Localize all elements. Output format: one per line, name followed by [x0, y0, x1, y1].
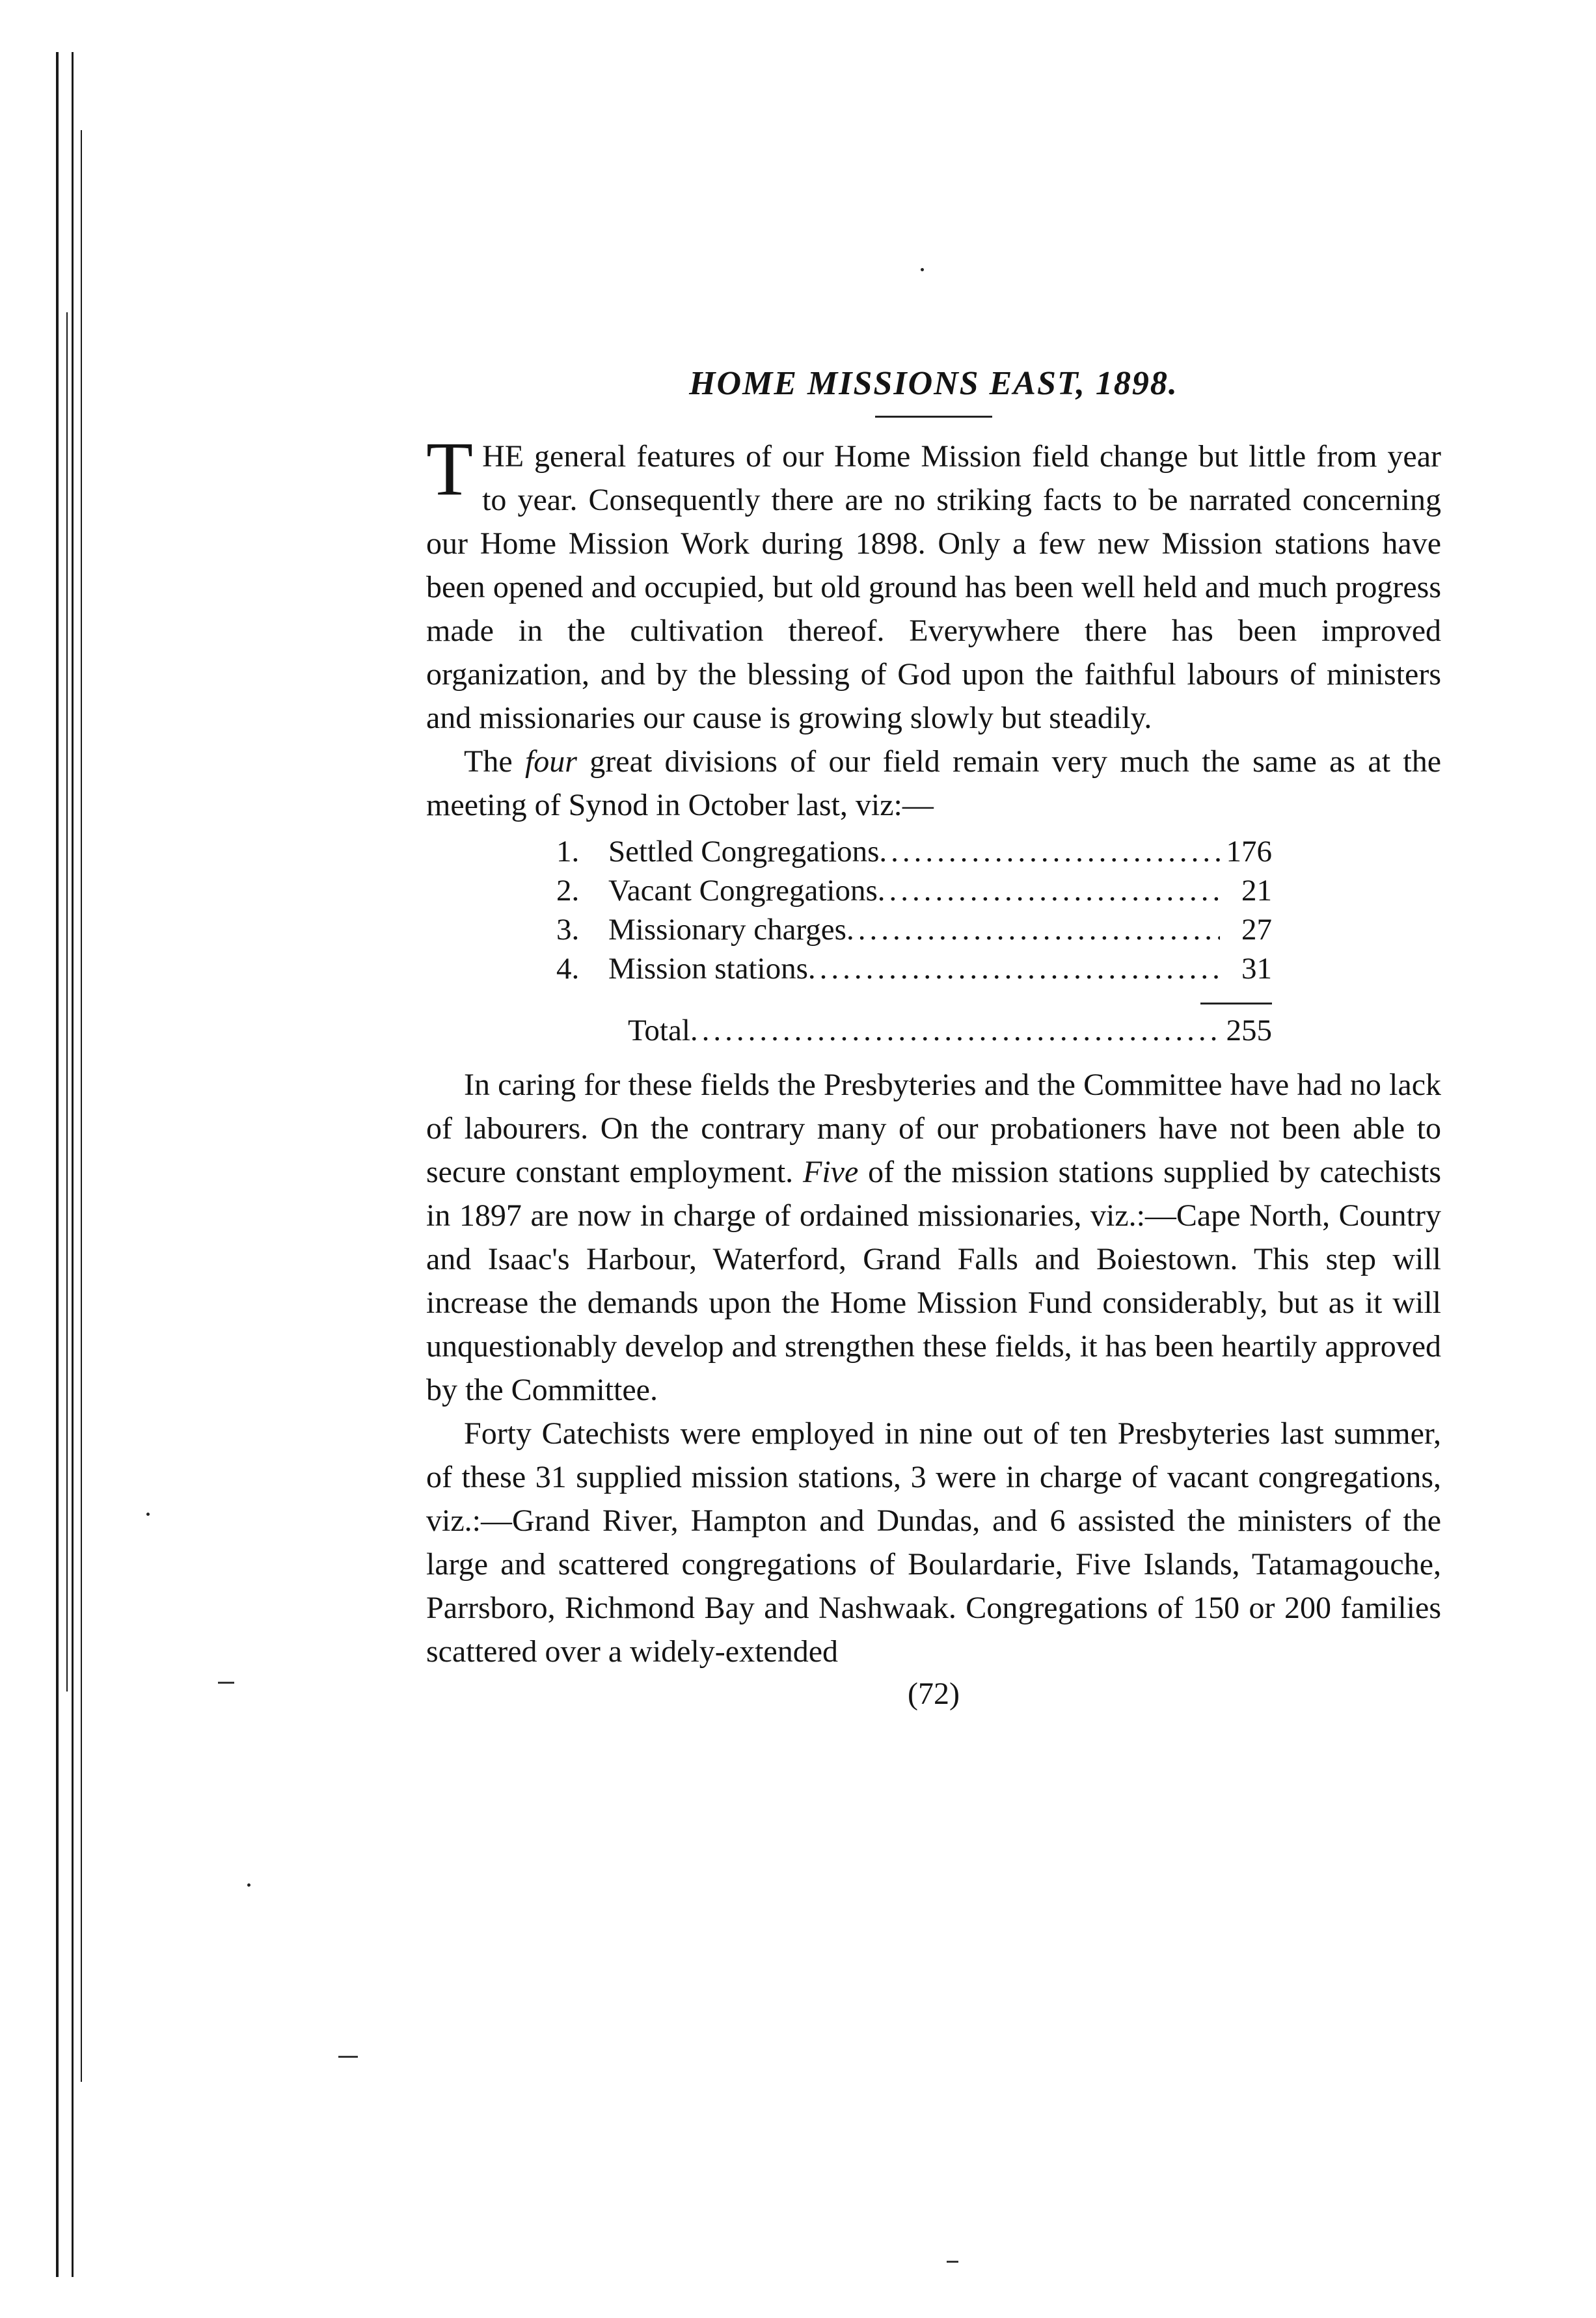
paragraph-divisions: [426, 740, 1441, 827]
division-number: 2.: [556, 874, 580, 908]
scan-speck: [921, 268, 924, 271]
drop-cap: T: [426, 426, 474, 511]
scan-speck: [247, 1883, 250, 1887]
page-number: (72): [908, 1677, 960, 1711]
dot-leader: [690, 1011, 1220, 1050]
list-item: [556, 832, 1272, 871]
division-value: 31: [1241, 952, 1272, 986]
paragraph-divisions-start: The: [464, 744, 525, 779]
division-label: Mission stations: [608, 952, 808, 986]
division-value: 27: [1241, 913, 1272, 947]
scan-mark: [218, 1682, 234, 1684]
list-item: [556, 871, 1272, 910]
page-heading: HOME MISSIONS EAST, 1898.: [689, 365, 1178, 402]
list-item: [556, 910, 1272, 949]
scan-mark: [338, 2056, 358, 2058]
list-item: [556, 949, 1272, 988]
division-number: 3.: [556, 913, 580, 947]
total-rule: [1200, 1003, 1272, 1004]
division-label: Vacant Congregations: [608, 874, 878, 908]
division-number: 4.: [556, 952, 580, 986]
paragraph-divisions-emphasis: four: [524, 744, 577, 779]
division-label: Missionary charges: [608, 913, 846, 947]
binding-line: [66, 312, 68, 1691]
dot-leader: [878, 871, 1220, 910]
scan-mark: [947, 2261, 958, 2263]
total-label: Total: [628, 1014, 690, 1047]
dot-leader: [879, 832, 1220, 871]
page-content: [426, 364, 1441, 1712]
division-value: 176: [1226, 835, 1272, 869]
paragraph-labourers: [426, 1063, 1441, 1412]
scan-speck: [146, 1513, 150, 1516]
binding-line: [81, 130, 82, 2082]
paragraph-intro: [426, 426, 1441, 740]
divisions-list: [556, 832, 1272, 1050]
paragraph-intro-text: HE general features of our Home Mission field change but little from year to year. Consequently there are no striking facts to be narrated concerning our Home Mission Work during 1898. Only a few new Mission stations have been opened and occupied, but old ground has been well held and much progress made in the cultivation thereof. Everywhere there has been improved organization, and by the blessing of God upon the faithful labours of ministers and missionaries our cause is growing slowly but steadily.: [426, 439, 1441, 735]
total-value: 255: [1226, 1014, 1272, 1047]
paragraph-labourers-emphasis: Five: [803, 1155, 859, 1189]
binding-line: [72, 52, 74, 2277]
dot-leader: [846, 910, 1220, 949]
binding-line: [56, 52, 59, 2277]
division-number: 1.: [556, 835, 580, 869]
paragraph-labourers-start: In caring for these fields the Presbyteries and the Committee have had no lack of labourers. On the contrary many of our probationers have not been able to secure constant employment.: [426, 1068, 1441, 1189]
paragraph-divisions-rest: great divisions of our field remain very much the same as at the meeting of Synod in October last, viz:—: [426, 744, 1442, 822]
dot-leader: [808, 949, 1220, 988]
heading-rule: [875, 416, 992, 418]
division-value: 21: [1241, 874, 1272, 908]
paragraph-catechists: Forty Catechists were employed in nine out of ten Presbyteries last summer, of these 31 supplied mission stations, 3 were in charge of vacant congregations, viz.:—Grand River, Hampton and Dundas, and 6 assisted the ministers of the large and scattered congregations of Boulardarie, Five Islands, Tatamagouche, Parrsboro, Richmond Bay and Nashwaak. Congregations of 150 or 200 families scattered over a widely-extended: [426, 1416, 1441, 1669]
division-label: Settled Congregations: [608, 835, 880, 869]
binding-edge: [52, 52, 104, 2277]
total-row: [556, 1011, 1272, 1050]
paragraph-labourers-rest: of the mission stations supplied by catechists in 1897 are now in charge of ordained missionaries, viz.:—Cape North, Country and Isaac's Harbour, Waterford, Grand Falls and Boiestown. This step will increase the demands upon the Home Mission Fund considerably, but as it will unquestionably develop and strengthen these fields, it has been heartily approved by the Committee.: [426, 1155, 1442, 1407]
